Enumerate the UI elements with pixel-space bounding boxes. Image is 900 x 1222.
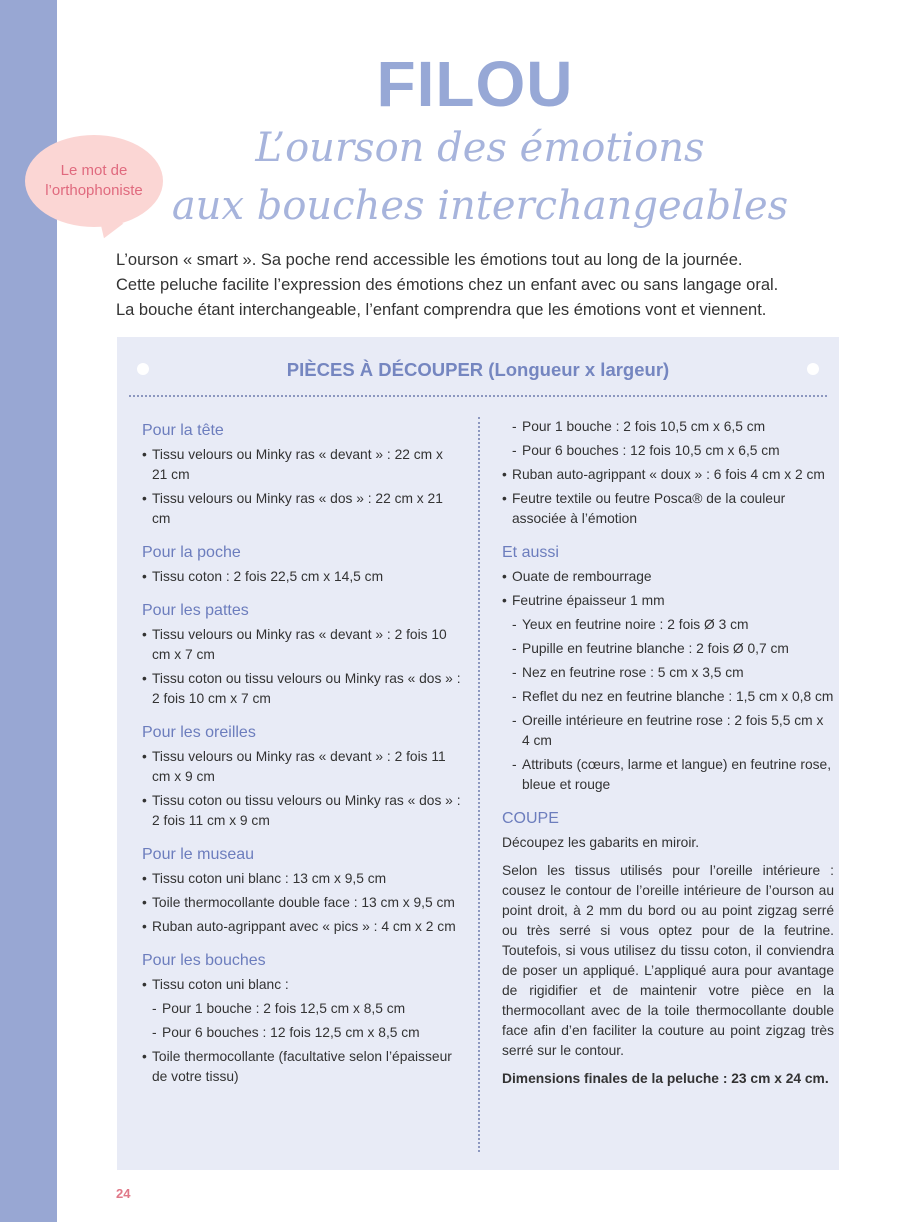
- list-item: • Ruban auto-agrippant « doux » : 6 fois 4 cm x 2 cm: [502, 465, 834, 485]
- coupe-paragraph: Découpez les gabarits en miroir.: [502, 835, 700, 850]
- list-item: • Tissu coton : 2 fois 22,5 cm x 14,5 cm: [142, 567, 462, 587]
- list-item: • Toile thermocollante double face : 13 cm x 9,5 cm: [142, 893, 462, 913]
- sub-item: - Pupille en feutrine blanche : 2 fois Ø 0,7 cm: [502, 639, 834, 659]
- speech-bubble: [25, 135, 163, 227]
- dotted-divider-horizontal: [129, 395, 827, 397]
- page-subtitle-line2: aux bouches interchangeables: [171, 183, 789, 229]
- sub-item: - Attributs (cœurs, larme et langue) en feutrine rose, bleue et rouge: [502, 755, 834, 795]
- final-dimensions: Dimensions finales de la peluche : 23 cm x 24 cm.: [502, 1071, 829, 1086]
- section-heading: Pour les pattes: [142, 602, 249, 619]
- bubble-line1: Le mot de: [60, 162, 128, 179]
- section-heading: Pour la poche: [142, 544, 241, 561]
- sub-item: - Pour 6 bouches : 12 fois 10,5 cm x 6,5 cm: [502, 441, 834, 461]
- sub-item: - Pour 1 bouche : 2 fois 12,5 cm x 8,5 cm: [142, 999, 462, 1019]
- bubble-line2: l’orthophoniste: [45, 182, 143, 199]
- sub-item: - Reflet du nez en feutrine blanche : 1,5 cm x 0,8 cm: [502, 687, 834, 707]
- section-heading: Et aussi: [502, 544, 559, 561]
- sub-item: - Nez en feutrine rose : 5 cm x 3,5 cm: [502, 663, 834, 683]
- intro-line: Cette peluche facilite l’expression des émotions chez un enfant avec ou sans langage oral.: [116, 276, 779, 294]
- section-heading: Pour les bouches: [142, 952, 266, 969]
- sub-item: - Pour 1 bouche : 2 fois 10,5 cm x 6,5 cm: [502, 417, 834, 437]
- panel-title: PIÈCES À DÉCOUPER (Longueur x largeur): [286, 359, 670, 380]
- dotted-divider-vertical: [478, 417, 480, 1152]
- list-item: • Tissu velours ou Minky ras « devant » : 2 fois 11 cm x 9 cm: [142, 747, 462, 787]
- list-item: • Tissu velours ou Minky ras « devant » : 22 cm x 21 cm: [142, 445, 462, 485]
- list-item: • Tissu coton ou tissu velours ou Minky ras « dos » : 2 fois 10 cm x 7 cm: [142, 669, 462, 709]
- page-subtitle-line1: L’ourson des émotions: [255, 125, 705, 171]
- list-item: • Feutrine épaisseur 1 mm: [502, 591, 834, 611]
- list-item: • Tissu velours ou Minky ras « devant » : 2 fois 10 cm x 7 cm: [142, 625, 462, 665]
- section-heading: Pour la tête: [142, 422, 224, 439]
- intro-line: La bouche étant interchangeable, l’enfant comprendra que les émotions vont et viennent.: [116, 301, 767, 319]
- page-title: FILOU: [376, 48, 574, 120]
- intro-line: L’ourson « smart ». Sa poche rend accessible les émotions tout au long de la journée.: [116, 251, 743, 269]
- left-column: [142, 421, 462, 1091]
- sub-item: - Pour 6 bouches : 12 fois 12,5 cm x 8,5 cm: [142, 1023, 462, 1043]
- list-item: • Ouate de rembourrage: [502, 567, 834, 587]
- list-item: • Tissu coton uni blanc :: [142, 975, 462, 995]
- sub-item: - Yeux en feutrine noire : 2 fois Ø 3 cm: [502, 615, 834, 635]
- list-item: • Tissu coton ou tissu velours ou Minky ras « dos » : 2 fois 11 cm x 9 cm: [142, 791, 462, 831]
- section-heading: Pour les oreilles: [142, 724, 256, 741]
- section-heading: Pour le museau: [142, 846, 255, 863]
- right-column: [502, 417, 834, 1089]
- section-heading: COUPE: [502, 810, 559, 827]
- list-item: • Tissu velours ou Minky ras « dos » : 22 cm x 21 cm: [142, 489, 462, 529]
- page-number: 24: [116, 1186, 131, 1201]
- sub-item: - Oreille intérieure en feutrine rose : 2 fois 5,5 cm x 4 cm: [502, 711, 834, 751]
- list-item: • Toile thermocollante (facultative selon l’épaisseur de votre tissu): [142, 1047, 462, 1087]
- coupe-paragraph: Selon les tissus utilisés pour l’oreille intérieure : cousez le contour de l’oreille intérieure de l’ourson au point droit, à 2 mm du bord ou au point zigzag serré ou très serré si vous optez pour de la feutrine. Toutefois, si vous utilisez du tissu coton, il conviendra de poser un appliqué. L’appliqué aura pour avantage de rigidifier et de maintenir votre pièce en la thermocollant avec de la toile thermocollante double face afin d’en faciliter la couture au point zigzag très serré sur le contour.: [502, 863, 834, 1058]
- list-item: • Tissu coton uni blanc : 13 cm x 9,5 cm: [142, 869, 462, 889]
- list-item: • Feutre textile ou feutre Posca® de la couleur associée à l’émotion: [502, 489, 834, 529]
- pieces-panel: [117, 337, 839, 1170]
- intro-text: [116, 248, 796, 323]
- list-item: • Ruban auto-agrippant avec « pics » : 4 cm x 2 cm: [142, 917, 462, 937]
